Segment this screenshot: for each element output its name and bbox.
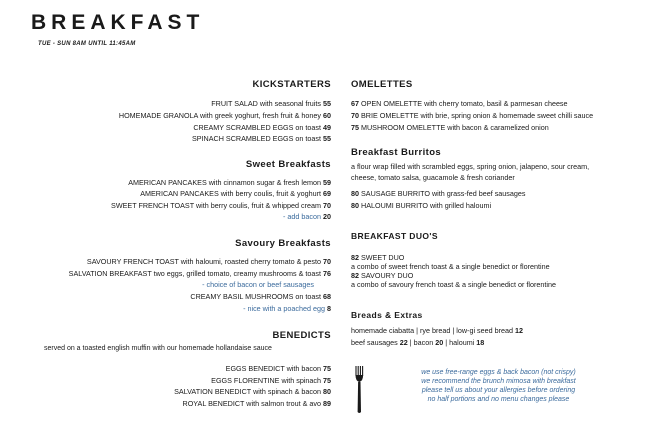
separator: | — [445, 338, 448, 347]
item-text: AMERICAN PANCAKES with cinnamon sugar & fresh lemon — [128, 178, 321, 187]
tip-line: please tell us about your allergies before ordering — [421, 387, 576, 394]
separator: | — [452, 326, 455, 335]
item-price: 75 — [323, 376, 331, 385]
item-price: 89 — [323, 399, 331, 408]
menu-item — [111, 202, 331, 209]
item-price: 75 — [351, 123, 359, 132]
extra-item: homemade ciabatta — [351, 326, 415, 335]
menu-item — [140, 190, 331, 197]
item-name: SWEET DUO — [361, 253, 405, 262]
note-price: 8 — [327, 304, 331, 313]
item-text: SALVATION BENEDICT with spinach & bacon — [174, 387, 321, 396]
menu-item — [190, 293, 331, 300]
menu-item — [351, 124, 549, 131]
menu-item — [87, 258, 331, 265]
menu-item — [128, 179, 331, 186]
extra-price: 12 — [515, 326, 524, 335]
item-price: 59 — [323, 178, 331, 187]
benedicts-heading: BENEDICTS — [272, 330, 331, 341]
menu-item — [211, 377, 331, 384]
item-price: 69 — [323, 189, 331, 198]
add-on-note — [243, 305, 331, 312]
item-price: 80 — [351, 189, 359, 198]
menu-item — [351, 100, 568, 107]
note-text: - add bacon — [283, 212, 321, 221]
item-name: BRIE OMELETTE — [361, 111, 419, 120]
item-price: 70 — [351, 111, 359, 120]
item-text: SPINACH SCRAMBLED EGGS on toast — [191, 134, 321, 143]
menu-item — [351, 190, 525, 197]
note-text: - nice with a poached egg — [243, 304, 325, 313]
extra-item: haloumi — [449, 338, 475, 347]
page-title: BREAKFAST — [31, 11, 205, 34]
item-name: SAVOURY DUO — [361, 271, 414, 280]
menu-item — [226, 365, 331, 372]
item-price: 82 — [351, 253, 359, 262]
item-text: EGGS FLORENTINE with spinach — [211, 376, 321, 385]
menu-item — [119, 112, 331, 119]
item-price: 55 — [323, 134, 331, 143]
menu-item — [351, 254, 404, 261]
item-text: AMERICAN PANCAKES with berry coulis, fruit & yoghurt — [140, 189, 321, 198]
benedicts-subtitle: served on a toasted english muffin with our homemade hollandaise sauce — [44, 345, 272, 352]
burrito-description: cheese, tomato salsa, guacamole & fresh coriander — [351, 173, 515, 182]
item-price: 82 — [351, 271, 359, 280]
item-name: MUSHROOM OMELETTE — [361, 123, 446, 132]
sweet-breakfasts-heading: Sweet Breakfasts — [245, 159, 331, 170]
item-name: SAUSAGE BURRITO — [361, 189, 430, 198]
menu-item — [351, 112, 593, 119]
menu-item — [183, 400, 331, 407]
menu-item — [351, 202, 491, 209]
note-text: - choice of bacon or beef sausages — [202, 280, 314, 289]
tip-line: no half portions and no menu changes please — [427, 396, 570, 403]
item-text: SAVOURY FRENCH TOAST with haloumi, roasted cherry tomato & pesto — [86, 257, 321, 266]
extra-price: 22 — [399, 338, 408, 347]
item-price: 68 — [323, 292, 331, 301]
menu-item — [174, 388, 331, 395]
item-text: SWEET FRENCH TOAST with berry coulis, fruit & whipped cream — [111, 201, 321, 210]
extra-item: beef sausages — [351, 338, 398, 347]
item-text: EGGS BENEDICT with bacon — [225, 364, 321, 373]
breakfast-duos-heading: BREAKFAST DUO'S — [351, 231, 438, 241]
item-desc: with grass-fed beef sausages — [431, 189, 526, 198]
tip-line: we recommend the brunch mimosa with breakfast — [421, 378, 576, 385]
extra-item: bacon — [413, 338, 434, 347]
savoury-breakfasts-heading: Savoury Breakfasts — [235, 238, 331, 249]
item-text: FRUIT SALAD with seasonal fruits — [211, 99, 321, 108]
item-price: 75 — [323, 364, 331, 373]
burrito-description: a flour wrap filled with scrambled eggs, spring onion, jalapeno, sour cream, — [351, 162, 590, 171]
add-on-note — [283, 213, 331, 220]
separator: | — [409, 338, 412, 347]
add-on-note — [202, 281, 314, 288]
item-price: 49 — [323, 123, 331, 132]
item-price: 70 — [323, 257, 331, 266]
item-text: CREAMY SCRAMBLED EGGS on toast — [193, 123, 321, 132]
item-name: HALOUMI BURRITO — [361, 201, 428, 210]
item-price: 55 — [323, 99, 331, 108]
item-text: CREAMY BASIL MUSHROOMS on toast — [190, 292, 321, 301]
item-desc: with bacon & caramelized onion — [447, 123, 549, 132]
tip-line: we use free-range eggs & back bacon (not crispy) — [421, 369, 576, 376]
menu-item — [69, 270, 331, 277]
item-desc: with grilled haloumi — [429, 201, 492, 210]
item-price: 80 — [323, 387, 331, 396]
extra-price: 20 — [435, 338, 444, 347]
item-text: HOMEMADE GRANOLA with greek yoghurt, fresh fruit & honey — [118, 111, 321, 120]
item-price: 60 — [323, 111, 331, 120]
extra-price: 18 — [476, 338, 485, 347]
item-price: 70 — [323, 201, 331, 210]
separator: | — [416, 326, 419, 335]
extra-item: low-gi seed bread — [456, 326, 514, 335]
item-price: 67 — [351, 99, 359, 108]
menu-item — [351, 272, 413, 279]
item-text: ROYAL BENEDICT with salmon trout & avo — [182, 399, 321, 408]
opening-hours: TUE - SUN 8AM UNTIL 11:45AM — [38, 41, 136, 47]
item-text: SALVATION BREAKFAST two eggs, grilled tomato, creamy mushrooms & toast — [68, 269, 321, 278]
menu-item — [193, 124, 331, 131]
extras-line — [351, 339, 484, 346]
menu-item — [211, 100, 331, 107]
item-desc: with cherry tomato, basil & parmesan cheese — [424, 99, 568, 108]
extra-item: rye bread — [420, 326, 451, 335]
item-desc: a combo of savoury french toast & a single benedict or florentine — [351, 280, 556, 289]
menu-item — [192, 135, 331, 142]
item-price: 76 — [323, 269, 331, 278]
item-desc: a combo of sweet french toast & a single benedict or florentine — [351, 262, 550, 271]
omelettes-heading: OMELETTES — [351, 79, 413, 90]
breads-extras-heading: Breads & Extras — [351, 310, 423, 320]
breakfast-burritos-heading: Breakfast Burritos — [351, 147, 442, 158]
item-name: OPEN OMELETTE — [361, 99, 423, 108]
kickstarters-heading: KICKSTARTERS — [252, 79, 331, 90]
note-price: 20 — [323, 212, 331, 221]
extras-line — [351, 327, 523, 334]
item-desc: with brie, spring onion & homemade sweet chilli sauce — [420, 111, 594, 120]
item-price: 80 — [351, 201, 359, 210]
